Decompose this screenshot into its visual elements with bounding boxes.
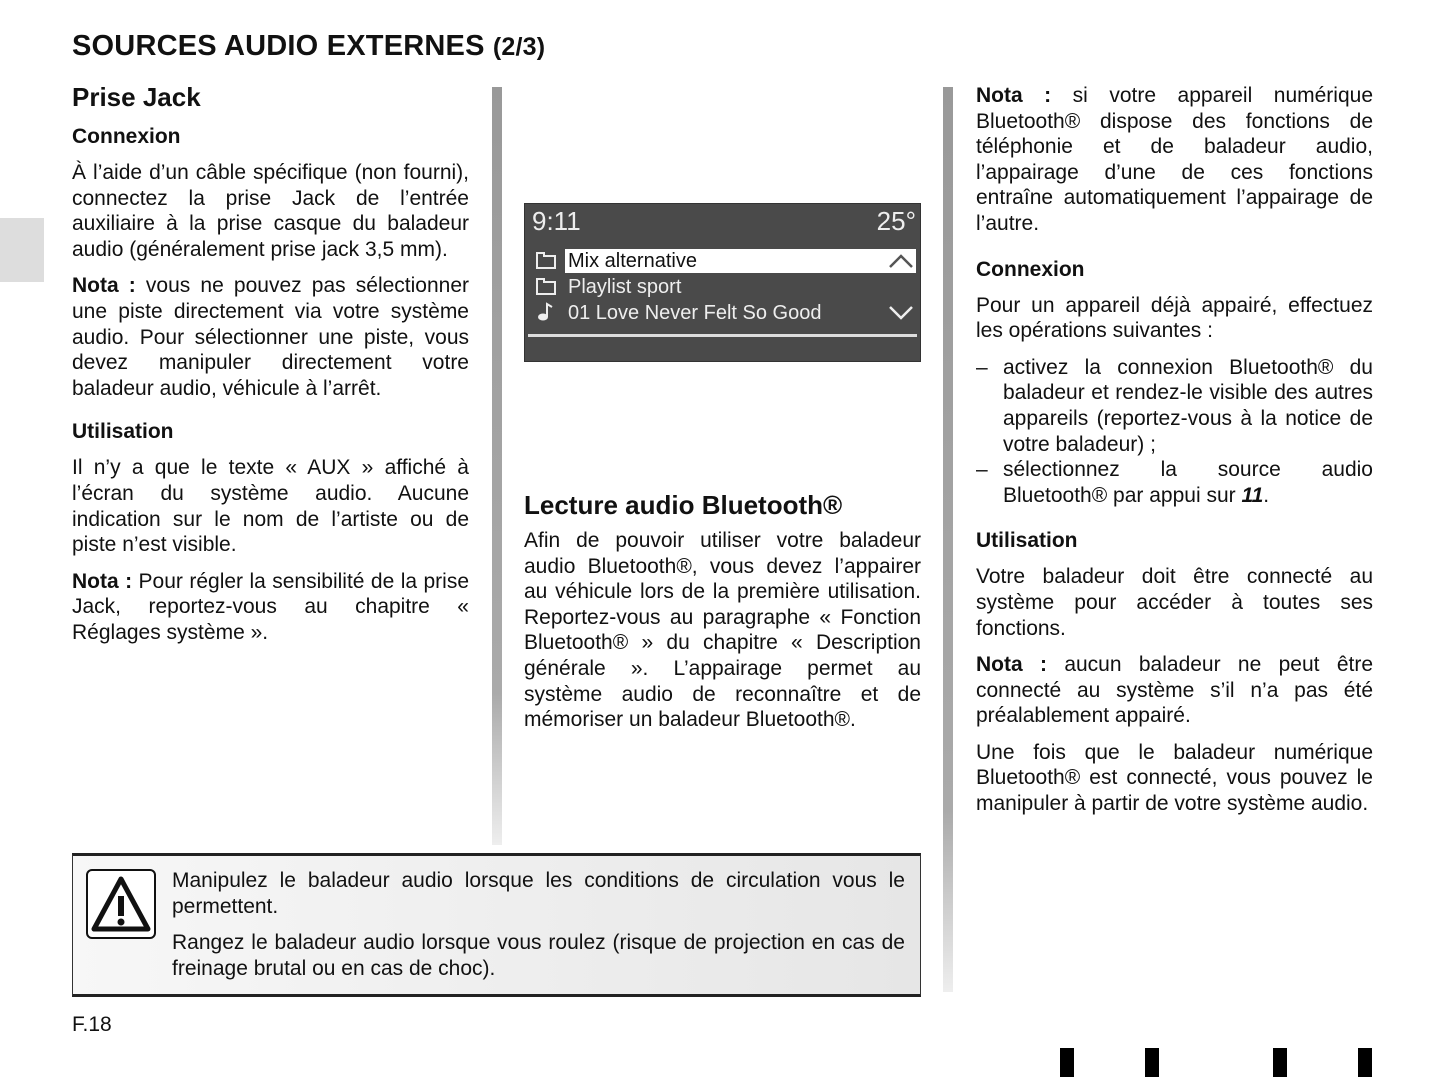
- nota-label: Nota :: [976, 653, 1047, 677]
- music-note-icon: [535, 302, 557, 322]
- chevron-up-icon: [888, 249, 914, 273]
- utilisation-text: Il n’y a que le texte « AUX » affiché à l’écran du système audio. Aucune indication sur le nom de l’artiste ou de piste n’est visible.: [72, 456, 469, 557]
- utilisation-text: Votre baladeur doit être connecté au système pour accéder à toutes ses fonctions.: [976, 565, 1373, 640]
- list-item-label: 01 Love Never Felt So Good: [568, 302, 822, 324]
- nota-paragraph: [72, 569, 469, 646]
- list-item: [535, 301, 916, 325]
- list-item-label: Mix alternative: [565, 249, 916, 273]
- column-divider: [492, 87, 502, 845]
- subheading-connexion: Connexion: [976, 257, 1085, 281]
- print-mark: [1145, 1048, 1159, 1077]
- step-reference: 11: [1241, 483, 1264, 507]
- section-heading: Prise Jack: [72, 82, 201, 112]
- middle-column: [524, 490, 921, 744]
- nota-paragraph: [976, 652, 1373, 729]
- nota-text: vous ne pouvez pas sélectionner une piste directement via votre système audio. Pour sélectionner une piste, vous devez manipuler directement votre baladeur audio, véhicule à l’arrêt.: [72, 274, 469, 400]
- print-mark: [1060, 1048, 1074, 1077]
- column-divider: [943, 87, 953, 992]
- subheading-connexion: Connexion: [72, 125, 181, 148]
- warning-triangle-icon: [86, 869, 156, 939]
- list-item-label: Playlist sport: [568, 276, 682, 298]
- subheading-utilisation: Utilisation: [72, 420, 174, 444]
- nota-paragraph: [72, 273, 469, 401]
- page-number: F.18: [72, 1013, 112, 1036]
- temperature: 25°: [876, 206, 916, 236]
- warning-text: Rangez le baladeur audio lorsque vous roulez (risque de projection en cas de freinage brutal ou en cas de choc).: [172, 931, 905, 980]
- chevron-down-icon: [888, 301, 914, 325]
- warning-text: Manipulez le baladeur audio lorsque les conditions de circulation vous le permettent.: [172, 869, 905, 918]
- nota-label: Nota :: [976, 84, 1052, 107]
- steps-list: [976, 355, 1373, 509]
- folder-icon: [535, 250, 557, 270]
- step-item: – activez la connexion Bluetooth® du baladeur et rendez-le visible des autres appareils (reportez-vous à la notice de votre baladeur) ;: [976, 355, 1373, 457]
- list-item: [535, 275, 916, 299]
- nota-label: Nota :: [72, 274, 136, 298]
- title-text: SOURCES AUDIO EXTERNES: [72, 30, 485, 62]
- nota-text: si votre appareil numérique Bluetooth® dispose des fonctions de téléphonie et de baladeur audio, l’appairage d’une de ces fonctions entraîne automatiquement l’appairage de l’autre.: [976, 84, 1373, 235]
- warning-box: [72, 853, 921, 997]
- nota-text: Pour régler la sensibilité de la prise Jack, reportez-vous au chapitre « Réglages système ».: [72, 569, 470, 644]
- nota-paragraph: [976, 83, 1373, 237]
- section-heading: Lecture audio Bluetooth®: [524, 490, 843, 520]
- audio-screen-display: [524, 203, 921, 362]
- right-column: [976, 83, 1373, 828]
- connexion-text: Pour un appareil déjà appairé, effectuez les opérations suivantes :: [976, 293, 1373, 343]
- step-end: .: [1263, 483, 1270, 507]
- section-tab: [0, 218, 44, 282]
- title-part: (2/3): [492, 33, 546, 61]
- progress-line: [528, 334, 917, 337]
- step-text: sélectionnez la source audio Bluetooth® par appui sur: [1003, 458, 1373, 507]
- step-item: [976, 457, 1373, 508]
- list-item: [535, 249, 916, 273]
- print-mark: [1358, 1048, 1372, 1077]
- connexion-text: À l’aide d’un câble spécifique (non fourni), connectez la prise Jack de l’entrée auxiliaire à la prise casque du baladeur audio (généralement prise jack 3,5 mm).: [72, 161, 469, 261]
- final-text: Une fois que le baladeur numérique Bluetooth® est connecté, vous pouvez le manipuler à partir de votre système audio.: [976, 740, 1373, 816]
- bluetooth-text: Afin de pouvoir utiliser votre baladeur audio Bluetooth®, vous devez l’appairer au véhicule lors de la première utilisation. Reportez-vous au paragraphe « Fonction Bluetooth® » du chapitre « Description générale ». L’appairage permet au système audio de reconnaître et de mémoriser un baladeur Bluetooth®.: [524, 529, 921, 732]
- folder-icon: [535, 276, 557, 296]
- print-mark: [1273, 1048, 1287, 1077]
- nota-text: aucun baladeur ne peut être connecté au système s’il n’a pas été préalablement appairé.: [976, 653, 1374, 728]
- left-column: [72, 82, 469, 657]
- page-title: [72, 30, 545, 63]
- nota-label: Nota :: [72, 569, 133, 593]
- subheading-utilisation: Utilisation: [976, 529, 1078, 553]
- clock: 9:11: [532, 206, 581, 236]
